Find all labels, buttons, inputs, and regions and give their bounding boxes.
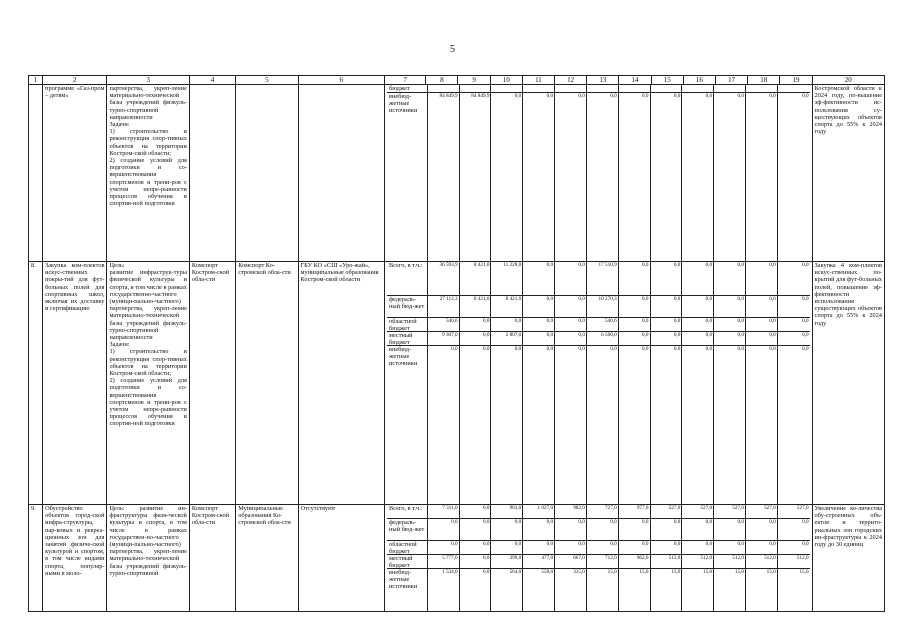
funding-amount: 0,0 (523, 332, 555, 345)
funding-amount (555, 85, 587, 92)
header-row (29, 76, 885, 85)
funding-amount: 15,0 (799, 569, 809, 575)
funding-amount: 0,0 (714, 541, 746, 554)
funding-amount: 0,0 (428, 541, 460, 554)
funding-amount: 15,0 (682, 569, 714, 611)
column-number: 7 (385, 76, 426, 85)
funding-source: внебюд-жетные источники (387, 93, 428, 261)
funding-amount: 0,0 (682, 332, 714, 345)
column-number: 9 (458, 76, 490, 85)
funding-amount: 512,0 (796, 555, 809, 561)
funding-amount: 15,0 (651, 569, 683, 611)
funding-amount: 712,0 (587, 555, 619, 568)
funding-amount: 0,0 (682, 519, 714, 540)
financing-row (387, 569, 809, 611)
funding-amount: 962,0 (619, 555, 651, 568)
responsible-executor: Комспорт Костром-ской обла-сти (189, 262, 235, 505)
column-number: 11 (522, 76, 554, 85)
funding-amount: 0,0 (651, 93, 683, 261)
table-body (29, 85, 885, 612)
funding-amount: 477,0 (523, 555, 555, 568)
funding-source: местный бюджет (387, 555, 428, 568)
funding-amount: 0,0 (651, 262, 683, 295)
funding-amount: 15,0 (746, 569, 778, 611)
funding-amount: 0,0 (802, 93, 809, 99)
financing-row (387, 555, 809, 569)
row-number (29, 85, 43, 262)
funding-amount: 0,0 (428, 346, 460, 504)
funding-amount: 0,0 (523, 519, 555, 540)
funding-amount: 0,0 (619, 541, 651, 554)
funding-amount: 15,0 (587, 569, 619, 611)
funding-amount: 315,0 (555, 569, 587, 611)
financing-rows (387, 85, 809, 261)
financing-row (387, 262, 809, 296)
funding-amount: 667,0 (555, 555, 587, 568)
row-number: 8. (29, 262, 43, 505)
funding-amount: 0,0 (714, 332, 746, 345)
funding-amount: 36 593,9 (428, 262, 460, 295)
funding-source: внебюд-жетные источники (387, 569, 428, 611)
co-executor: Муниципальные образования Ко-стромской обла-сти (236, 505, 298, 612)
funding-amount: 27 112,3 (428, 296, 460, 317)
funding-amount: 0,0 (746, 318, 778, 331)
funding-amount: 399,0 (491, 555, 523, 568)
funding-amount: 1 534,0 (428, 569, 460, 611)
funding-amount: 527,0 (746, 505, 778, 518)
funding-amount: 0,0 (802, 519, 809, 525)
funding-amount: 8 421,0 (491, 296, 523, 317)
funding-amount: 0,0 (619, 262, 651, 295)
funding-amount: 0,0 (619, 519, 651, 540)
funding-amount: 0,0 (587, 519, 619, 540)
financing-row (387, 541, 809, 555)
funding-amount: 0,0 (802, 262, 809, 268)
funding-amount: 0,0 (746, 332, 778, 345)
funding-amount: 11 228,0 (491, 262, 523, 295)
column-number: 19 (780, 76, 812, 85)
funding-amount: 0,0 (523, 346, 555, 504)
funding-amount: 527,0 (796, 505, 809, 511)
funding-amount: 727,0 (587, 505, 619, 518)
financing-row (387, 519, 809, 541)
funding-amount (651, 85, 683, 92)
funding-amount: 0,0 (460, 332, 492, 345)
funding-amount: 0,0 (746, 541, 778, 554)
column-number: 3 (107, 76, 189, 85)
funding-amount: 0,0 (746, 346, 778, 504)
financing-block (385, 505, 812, 612)
funding-amount: 512,0 (651, 555, 683, 568)
funding-amount: 0,0 (619, 346, 651, 504)
funding-amount: 512,0 (682, 555, 714, 568)
funding-amount: 527,0 (651, 505, 683, 518)
funding-amount: 0,0 (619, 318, 651, 331)
funding-amount (746, 85, 778, 92)
funding-amount: 0,0 (460, 569, 492, 611)
column-number: 16 (683, 76, 715, 85)
funding-source: Всего, в т.ч.: (387, 505, 428, 518)
financing-row (387, 505, 809, 519)
funding-amount: 0,0 (682, 93, 714, 261)
column-number: 1 (29, 76, 43, 85)
table-row (29, 85, 885, 262)
funding-amount: 0,0 (460, 505, 492, 518)
column-number: 4 (189, 76, 235, 85)
funding-amount: 0,0 (460, 318, 492, 331)
funding-amount: 0,0 (491, 93, 523, 261)
funding-amount: 527,0 (714, 505, 746, 518)
column-number: 2 (43, 76, 107, 85)
funding-amount: 0,0 (491, 541, 523, 554)
column-number: 5 (236, 76, 298, 85)
funding-amount (523, 85, 555, 92)
funding-amount: 84 849,9 (460, 93, 492, 261)
funding-amount: 977,0 (619, 505, 651, 518)
funding-amount: 0,0 (523, 296, 555, 317)
funding-amount: 512,0 (714, 555, 746, 568)
funding-amount: 0,0 (651, 296, 683, 317)
expected-result: Костромской области к 2024 году, по-вышение эф-фективности ис-пользования су-ществующих объектов спорта до 55% к 2024 году (812, 85, 884, 262)
funding-source: местный бюджет (387, 332, 428, 345)
financing-rows (387, 262, 809, 504)
financing-block (385, 85, 812, 262)
funding-amount: 0,0 (587, 93, 619, 261)
column-number: 6 (298, 76, 385, 85)
funding-amount: 564,0 (491, 569, 523, 611)
funding-amount: 0,0 (682, 346, 714, 504)
funding-amount: 0,0 (555, 332, 587, 345)
funding-amount: 7 311,0 (428, 505, 460, 518)
goal-tasks: партнерства, укреп-ление материально-технической базы учреждений физкуль-турно-спортивной направленности Задачи: 1) строительство и реконструкция спор-тивных объектов на территории Костром-ской области; 2) создание условий для подготовки и со-вершенствования спортсменов и трени-ров с учетом непре-рывности процессов обучения и спортив-ной подготовки (107, 85, 189, 262)
funding-amount: 0,0 (802, 318, 809, 324)
funding-amount: 0,0 (651, 519, 683, 540)
funding-amount: 0,0 (555, 519, 587, 540)
expected-result: Закупка 4 ком-плектов искус-ственных по-крытий для фут-больных полей, повышение эф-фективности использования существующих объектов спорта до 55% к 2024 году (812, 262, 884, 505)
funding-amount: 0,0 (523, 541, 555, 554)
funding-amount: 0,0 (651, 332, 683, 345)
funding-amount: 0,0 (714, 318, 746, 331)
funding-amount: 0,0 (523, 262, 555, 295)
page-number: 5 (450, 44, 455, 55)
funding-amount: 0,0 (460, 541, 492, 554)
funding-amount: 15,0 (619, 569, 651, 611)
funding-source: внебюд-жетные источники (387, 346, 428, 504)
funding-amount: 8 421,0 (460, 262, 492, 295)
event-name: Закупка ком-плектов искус-ственных покры-тий для фут-больных полей для спортивных школ, включая их доставку и сертификацию (43, 262, 107, 505)
program-table (28, 75, 885, 612)
funding-amount: 0,0 (802, 332, 809, 338)
goal-tasks: Цель: развитие ин-фраструктуры физи-ческой культуры и спорта, в том числе в рамках государствен-но-частного (муници-пально-частного) партнерства, укреп-ление материально-технической базы учреждений физкуль-турно-спортивной (107, 505, 189, 612)
column-number: 20 (812, 76, 884, 85)
column-number: 8 (426, 76, 458, 85)
participants: ГБУ КО «СШ «Уро-жай», муниципальные образования Костром-ской области (298, 262, 385, 505)
table-row (29, 262, 885, 505)
responsible-executor (189, 85, 235, 262)
funding-amount (714, 85, 746, 92)
column-number: 15 (651, 76, 683, 85)
funding-amount (682, 85, 714, 92)
funding-amount: 0,0 (491, 318, 523, 331)
funding-amount: 0,0 (682, 296, 714, 317)
funding-amount: 10 270,3 (587, 296, 619, 317)
responsible-executor: Комспорт Костром-ской обла-сти (189, 505, 235, 612)
table-row (29, 505, 885, 612)
funding-amount: 0,0 (802, 541, 809, 547)
financing-rows (387, 505, 809, 611)
financing-block (385, 262, 812, 505)
column-number: 18 (748, 76, 780, 85)
funding-amount: 0,0 (714, 262, 746, 295)
funding-amount: 0,0 (682, 262, 714, 295)
funding-amount: 0,0 (587, 541, 619, 554)
funding-amount: 0,0 (802, 346, 809, 352)
funding-source: областной бюджет (387, 541, 428, 554)
column-number: 17 (715, 76, 747, 85)
event-name: Обустройство объектов город-ской инфра-структуры, пар-ковых и рекреа-ционных зон для занятий физиче-ской культурой и спортом, в том числе видами спорта, популяр-ными в моло- (43, 505, 107, 612)
funding-amount: 5 777,0 (428, 555, 460, 568)
funding-amount: 0,0 (619, 296, 651, 317)
row-number: 9. (29, 505, 43, 612)
funding-amount: 550,0 (523, 569, 555, 611)
funding-amount: 17 510,9 (587, 262, 619, 295)
funding-amount: 0,0 (555, 346, 587, 504)
co-executor: Комспорт Ко-стромской обла-сти (236, 262, 298, 505)
funding-amount (778, 85, 810, 92)
funding-amount: 6 500,0 (587, 332, 619, 345)
funding-amount: 0,0 (555, 541, 587, 554)
funding-amount: 0,0 (555, 93, 587, 261)
funding-amount: 1 027,0 (523, 505, 555, 518)
funding-amount: 0,0 (460, 519, 492, 540)
funding-amount: 0,0 (714, 346, 746, 504)
funding-source: бюджет (387, 85, 428, 92)
funding-amount: 527,0 (682, 505, 714, 518)
funding-amount: 0,0 (651, 318, 683, 331)
funding-amount: 0,0 (491, 346, 523, 504)
funding-amount: 0,0 (682, 318, 714, 331)
funding-amount (619, 85, 651, 92)
funding-amount: 512,0 (746, 555, 778, 568)
funding-amount: 0,0 (651, 346, 683, 504)
column-number: 13 (587, 76, 619, 85)
funding-amount: 0,0 (746, 296, 778, 317)
funding-amount: 0,0 (619, 93, 651, 261)
funding-amount: 540,6 (587, 318, 619, 331)
funding-amount: 0,0 (555, 318, 587, 331)
financing-row (387, 332, 809, 346)
funding-amount: 0,0 (523, 93, 555, 261)
event-name: программе «Газ-пром – детям» (43, 85, 107, 262)
participants (298, 85, 385, 262)
funding-amount: 0,0 (619, 332, 651, 345)
funding-amount: 0,0 (555, 262, 587, 295)
funding-amount (460, 85, 492, 92)
funding-amount: 9 307,0 (428, 332, 460, 345)
funding-amount: 982,0 (555, 505, 587, 518)
funding-amount: 0,0 (651, 541, 683, 554)
funding-source: федераль-ный бюд-жет (387, 519, 428, 540)
funding-amount: 0,0 (587, 346, 619, 504)
funding-amount: 0,0 (746, 93, 778, 261)
column-number: 14 (619, 76, 651, 85)
funding-source: Всего, в т.ч.: (387, 262, 428, 295)
funding-amount: 540,6 (428, 318, 460, 331)
expected-result: Увеличение ко-личества обу-строенных объ-ектов и террито-риальных зон городских ин-фраструктуры к 2024 году до 30 единиц (812, 505, 884, 612)
funding-amount (587, 85, 619, 92)
co-executor (236, 85, 298, 262)
funding-amount: 0,0 (802, 296, 809, 302)
funding-amount: 0,0 (714, 93, 746, 261)
financing-row (387, 85, 809, 93)
funding-amount: 84 849,9 (428, 93, 460, 261)
funding-amount: 0,0 (555, 296, 587, 317)
funding-amount: 963,0 (491, 505, 523, 518)
funding-amount: 0,0 (491, 519, 523, 540)
funding-amount: 0,0 (523, 318, 555, 331)
financing-row (387, 318, 809, 332)
funding-amount: 2 807,0 (491, 332, 523, 345)
funding-source: областной бюджет (387, 318, 428, 331)
funding-amount: 0,0 (460, 346, 492, 504)
funding-amount: 0,0 (746, 519, 778, 540)
financing-row (387, 93, 809, 261)
funding-amount: 0,0 (714, 519, 746, 540)
participants: Отсутствуют (298, 505, 385, 612)
financing-row (387, 296, 809, 318)
funding-amount: 0,0 (682, 541, 714, 554)
funding-amount: 0,0 (428, 519, 460, 540)
column-number: 12 (555, 76, 587, 85)
funding-amount: 15,0 (714, 569, 746, 611)
goal-tasks: Цель: развитие инфраструк-туры физической культуры и спорта, в том числе в рамках государственно-частного (муници-пально-частного) партнерства, укреп-ление материально-технической базы учреждений физкуль-турно-спортивной направленности Задачи: 1) строительство и реконструкция спор-тивных объектов на территории Костром-ской области; 2) создание условий для подготовки и со-вершенствования спортсменов и трени-ров с учетом непре-рывности процессов обучения и спортив-ной подготовки (107, 262, 189, 505)
funding-amount: 0,0 (460, 555, 492, 568)
funding-amount: 0,0 (714, 296, 746, 317)
financing-row (387, 346, 809, 504)
funding-amount (428, 85, 460, 92)
funding-amount: 8 421,0 (460, 296, 492, 317)
column-number: 10 (490, 76, 522, 85)
funding-source: федераль-ный бюд-жет (387, 296, 428, 317)
funding-amount: 0,0 (746, 262, 778, 295)
funding-amount (491, 85, 523, 92)
